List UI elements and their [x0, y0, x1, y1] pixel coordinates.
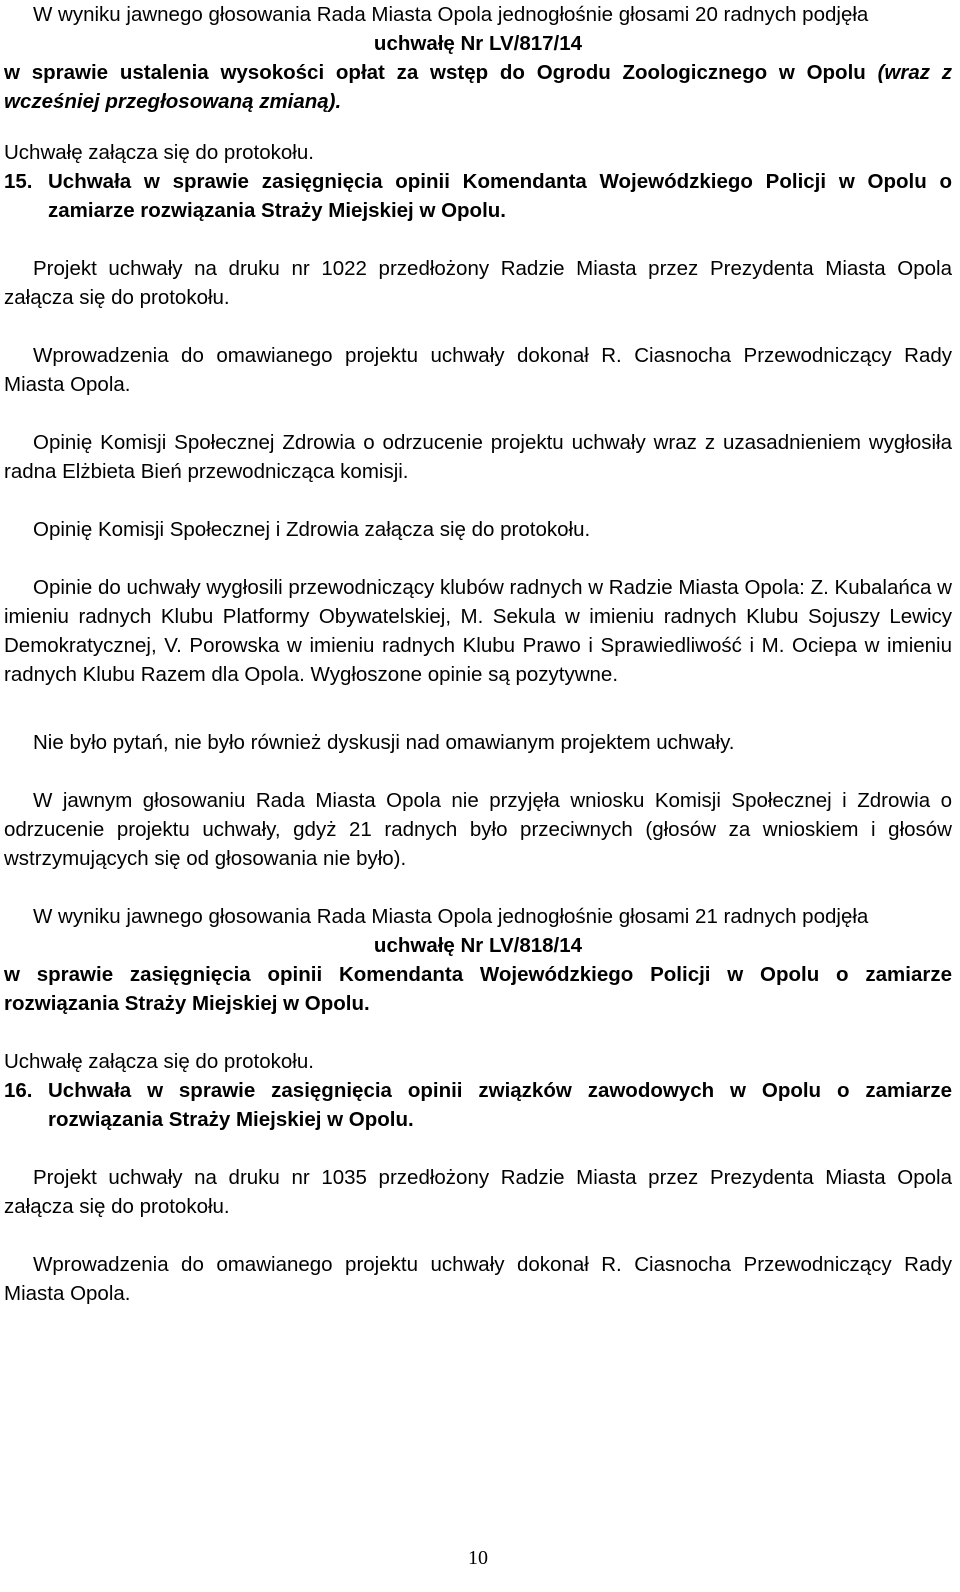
- agenda-item-title: Uchwała w sprawie zasięgnięcia opinii związków zawodowych w Opolu o zamiarze rozwiązania Straży Miejskiej w Opolu.: [48, 1079, 952, 1131]
- resolution-subject: w sprawie zasięgnięcia opinii Komendanta Wojewódzkiego Policji w Opolu o zamiarze rozwiązania Straży Miejskiej w Opolu.: [4, 963, 952, 1015]
- resolution-number: uchwałę Nr LV/817/14: [373, 32, 583, 55]
- agenda-item-title: Uchwała w sprawie zasięgnięcia opinii Komendanta Wojewódzkiego Policji w Opolu o zamiarze rozwiązania Straży Miejskiej w Opolu.: [48, 170, 952, 222]
- draft-paragraph: Projekt uchwały na druku nr 1022 przedłożony Radzie Miasta przez Prezydenta Miasta Opola załącza się do protokołu.: [4, 257, 952, 309]
- commission-attachment-paragraph: Opinię Komisji Społecznej i Zdrowia załącza się do protokołu.: [33, 518, 591, 541]
- vote-result-paragraph: W wyniku jawnego głosowania Rada Miasta Opola jednogłośnie głosami 21 radnych podjęła: [33, 905, 869, 928]
- introduction-paragraph: Wprowadzenia do omawianego projektu uchwały dokonał R. Ciasnocha Przewodniczący Rady Miasta Opola.: [4, 1253, 952, 1305]
- agenda-item-number: 16.: [4, 1079, 33, 1102]
- resolution-number: uchwałę Nr LV/818/14: [373, 934, 583, 957]
- draft-paragraph: Projekt uchwały na druku nr 1035 przedłożony Radzie Miasta przez Prezydenta Miasta Opola załącza się do protokołu.: [4, 1166, 952, 1218]
- attachment-note: Uchwałę załącza się do protokołu.: [4, 141, 314, 164]
- club-opinions-paragraph: Opinie do uchwały wygłosili przewodniczący klubów radnych w Radzie Miasta Opola: Z. Kubalańca w imieniu radnych Klubu Platformy Obywatelskiej, M. Sekula w imieniu radnych Klubu Sojuszy Lewicy Demokratycznej, V. Porowska w imieniu radnych Klubu Prawo i Sprawiedliwość i M. Ociepa w imieniu radnych Klubu Razem dla Opola. Wygłoszone opinie są pozytywne.: [4, 576, 952, 686]
- resolution-subject-text: w sprawie ustalenia wysokości opłat za wstęp do Ogrodu Zoologicznego w Opolu: [4, 61, 866, 84]
- resolution-subject: [4, 58, 952, 116]
- resolution-subject-note: (wraz z wcześniej przegłosowaną zmianą).: [4, 61, 952, 113]
- vote-result-paragraph: W wyniku jawnego głosowania Rada Miasta Opola jednogłośnie głosami 20 radnych podjęła: [33, 3, 869, 26]
- commission-opinion-paragraph: Opinię Komisji Społecznej Zdrowia o odrzucenie projektu uchwały wraz z uzasadnieniem wygłosiła radna Elżbieta Bień przewodnicząca komisji.: [4, 431, 952, 483]
- page-number: 10: [468, 1547, 488, 1569]
- attachment-note: Uchwałę załącza się do protokołu.: [4, 1050, 314, 1073]
- no-questions-paragraph: Nie było pytań, nie było również dyskusji nad omawianym projektem uchwały.: [33, 731, 735, 754]
- agenda-item-number: 15.: [4, 170, 33, 193]
- agenda-item-15: [4, 167, 952, 225]
- document-page: [4, 0, 952, 1592]
- motion-vote-paragraph: W jawnym głosowaniu Rada Miasta Opola nie przyjęła wniosku Komisji Społecznej i Zdrowia o odrzucenie projektu uchwały, gdyż 21 radnych było przeciwnych (głosów za wnioskiem i głosów wstrzymujących się od głosowania nie było).: [4, 789, 952, 870]
- agenda-item-16: [4, 1076, 952, 1134]
- introduction-paragraph: Wprowadzenia do omawianego projektu uchwały dokonał R. Ciasnocha Przewodniczący Rady Miasta Opola.: [4, 344, 952, 396]
